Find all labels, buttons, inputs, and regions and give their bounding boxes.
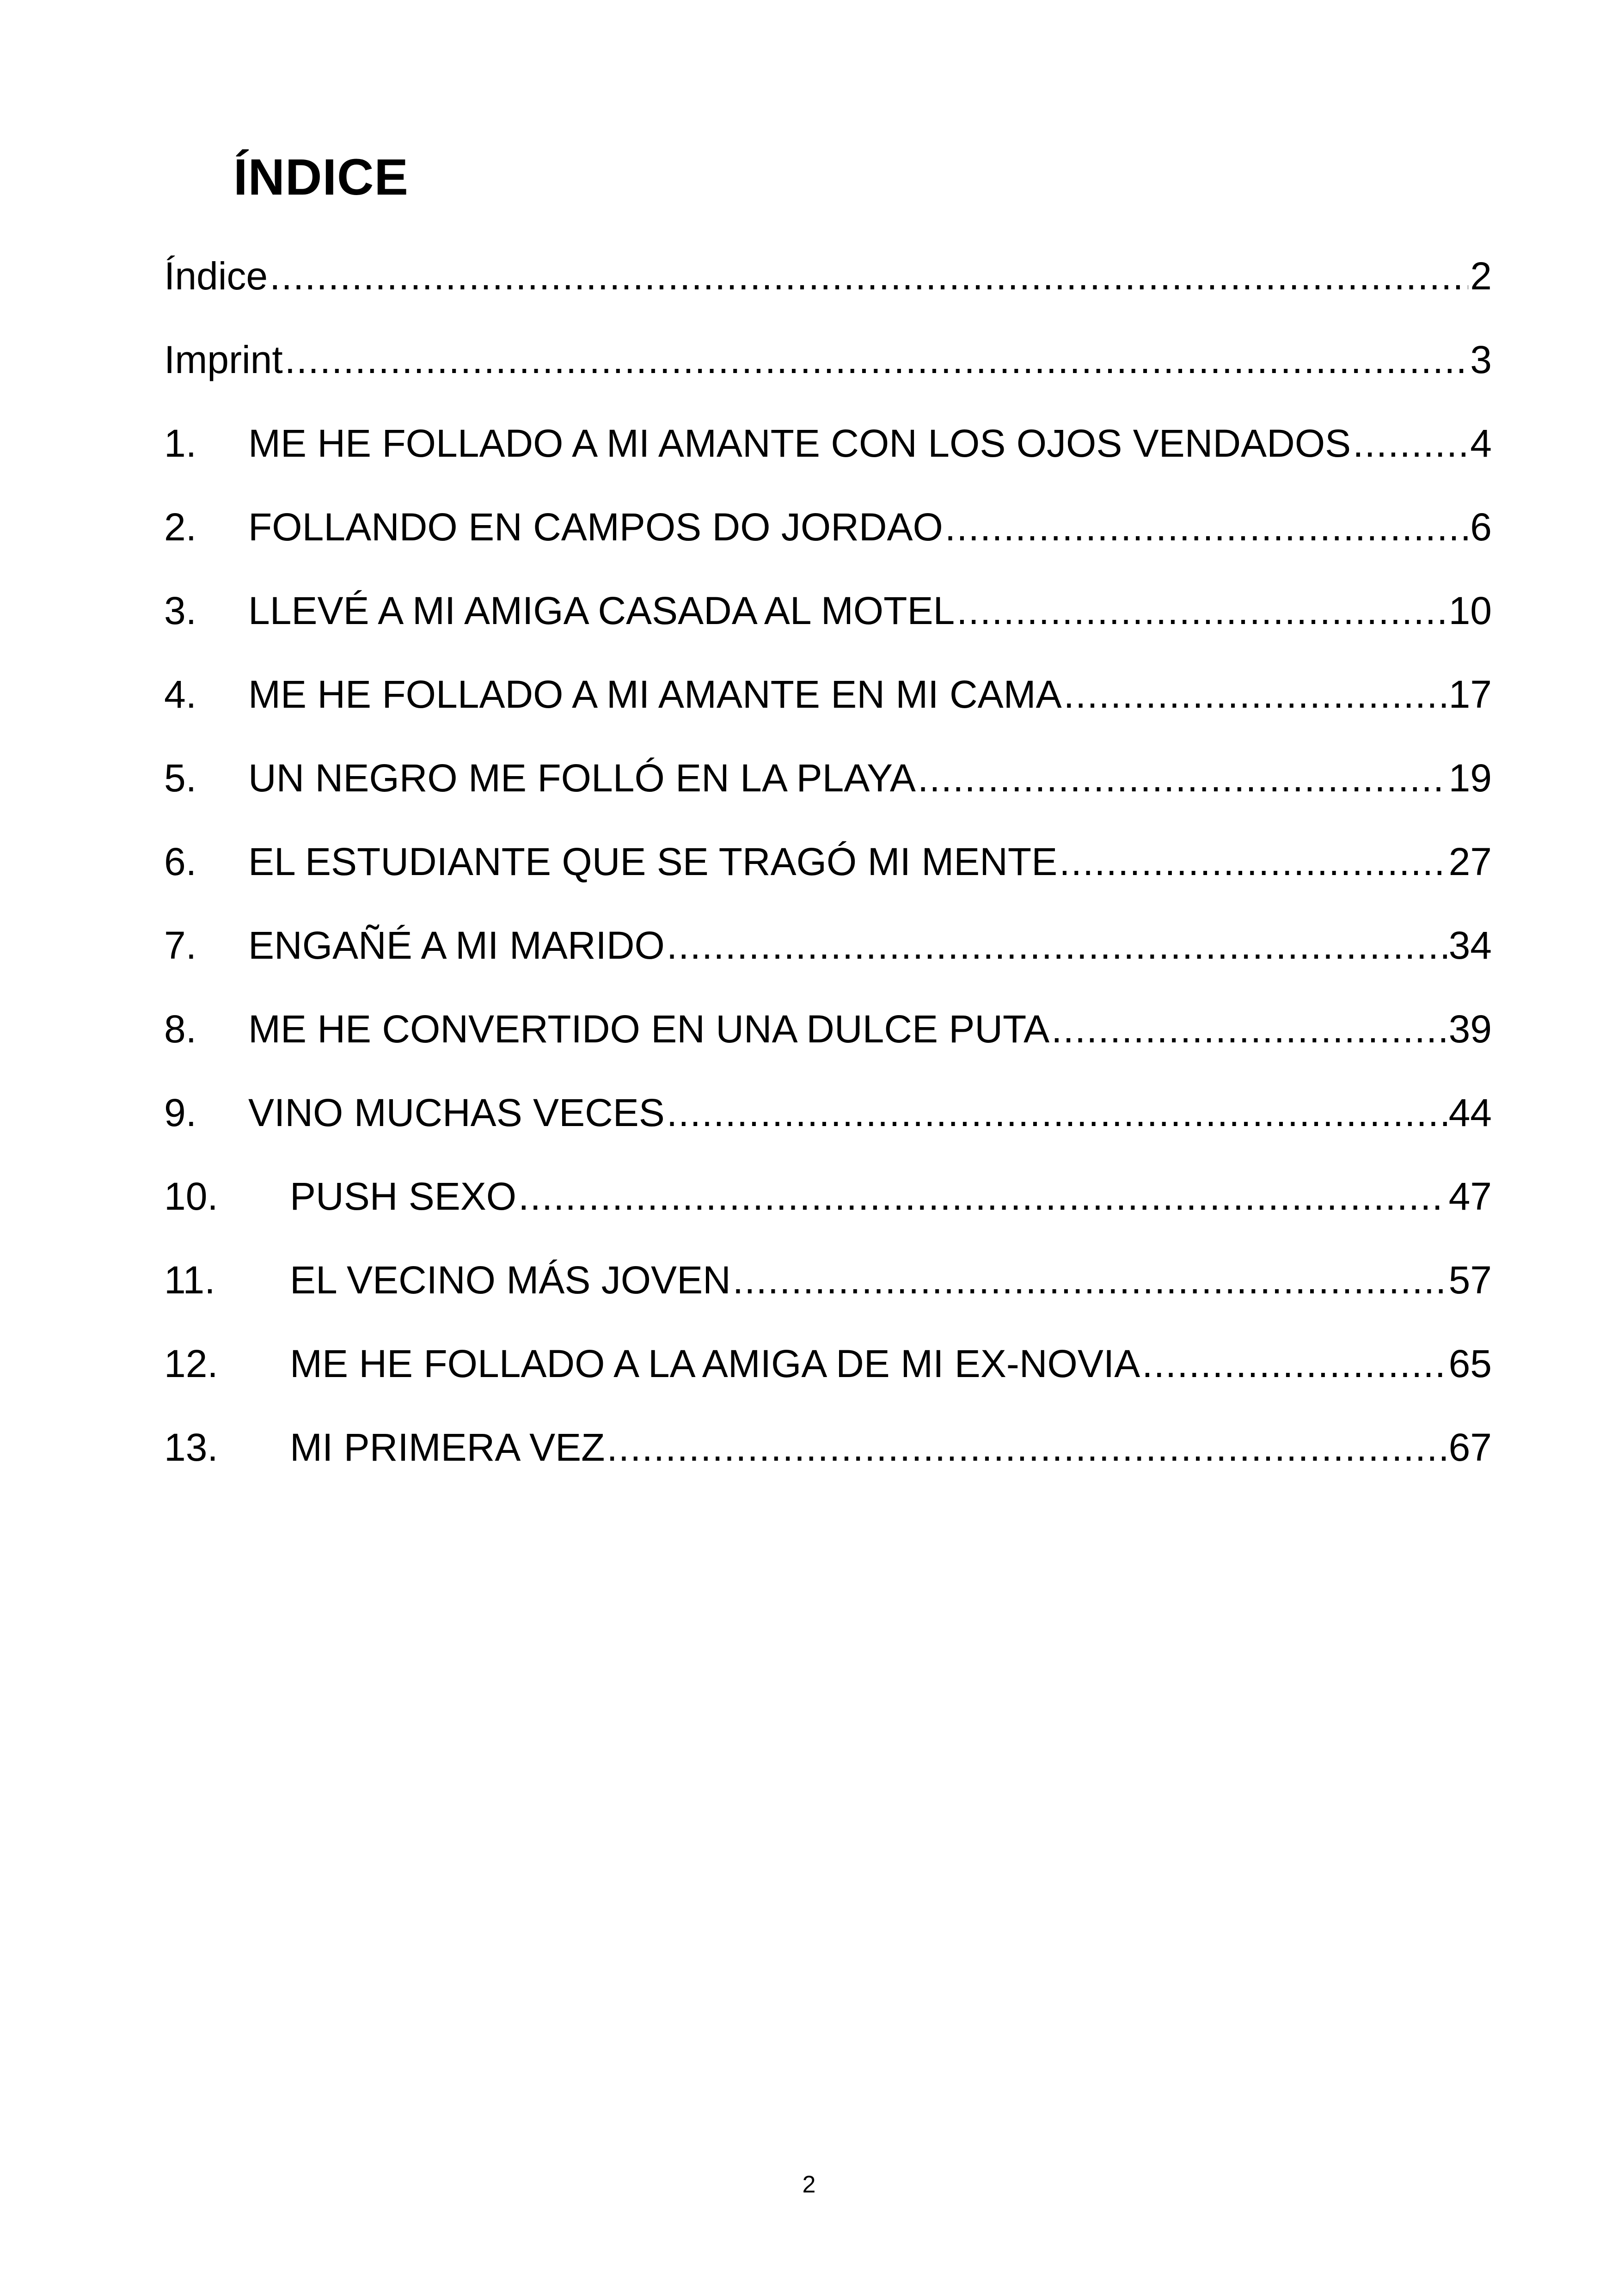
toc-entry[interactable] — [164, 756, 1492, 842]
toc-entry[interactable] — [164, 505, 1492, 591]
toc-entry[interactable] — [164, 1258, 1492, 1344]
table-of-contents — [164, 254, 1492, 1512]
toc-entry-title: ME HE FOLLADO A MI AMANTE CON LOS OJOS VENDADOS — [248, 422, 1351, 465]
toc-dot-leader — [270, 257, 1468, 295]
page-number: 2 — [802, 2171, 816, 2198]
toc-entry[interactable] — [164, 926, 1492, 1010]
toc-dot-leader — [1353, 424, 1468, 463]
toc-entry[interactable] — [164, 340, 1492, 424]
toc-entry-number: 5. — [164, 756, 197, 800]
toc-entry-number: 9. — [164, 1091, 197, 1134]
toc-entry[interactable] — [164, 591, 1492, 675]
toc-entry-number: 8. — [164, 1007, 197, 1051]
toc-entry[interactable] — [164, 1177, 1492, 1261]
toc-dot-leader — [607, 1428, 1446, 1467]
toc-entry-title: Imprint — [164, 338, 283, 381]
toc-entry-page-number: 47 — [1448, 1175, 1492, 1218]
toc-entry-title: FOLLANDO EN CAMPOS DO JORDAO — [248, 505, 943, 549]
toc-entry[interactable] — [164, 675, 1492, 759]
toc-entry-title: PUSH SEXO — [290, 1175, 517, 1218]
toc-dot-leader — [1051, 1010, 1446, 1048]
toc-entry-page-number: 34 — [1448, 924, 1492, 967]
toc-dot-leader — [518, 1177, 1446, 1216]
toc-entry-number: 10. — [164, 1175, 218, 1218]
toc-entry[interactable] — [164, 1007, 1492, 1093]
toc-entry-title: ENGAÑÉ A MI MARIDO — [248, 924, 665, 967]
toc-entry[interactable] — [164, 842, 1492, 926]
toc-entry-page-number: 67 — [1448, 1426, 1492, 1469]
toc-entry-title: ME HE FOLLADO A MI AMANTE EN MI CAMA — [248, 673, 1062, 716]
toc-entry[interactable] — [164, 1344, 1492, 1428]
toc-entry-number: 11. — [164, 1258, 215, 1302]
toc-entry-page-number: 10 — [1448, 589, 1492, 632]
toc-entry-number: 6. — [164, 840, 197, 883]
toc-dot-leader — [1142, 1344, 1446, 1383]
toc-entry-page-number: 57 — [1448, 1258, 1492, 1302]
toc-entry-title: ME HE CONVERTIDO EN UNA DULCE PUTA — [248, 1007, 1050, 1051]
toc-entry-page-number: 65 — [1448, 1342, 1492, 1385]
toc-entry-number: 1. — [164, 422, 197, 465]
toc-entry-number: 7. — [164, 924, 197, 967]
toc-entry-page-number: 4 — [1470, 422, 1492, 465]
toc-entry-number: 13. — [164, 1426, 218, 1469]
toc-entry[interactable] — [164, 254, 1492, 340]
toc-entry-page-number: 17 — [1448, 673, 1492, 716]
toc-dot-leader — [667, 1093, 1447, 1132]
toc-entry[interactable] — [164, 1093, 1492, 1177]
toc-dot-leader — [956, 591, 1446, 630]
toc-dot-leader — [1064, 675, 1447, 714]
toc-entry-number: 3. — [164, 589, 197, 632]
toc-entry[interactable] — [164, 424, 1492, 508]
toc-dot-leader — [733, 1261, 1447, 1299]
toc-entry-title: Índice — [164, 254, 268, 298]
toc-dot-leader — [285, 340, 1469, 379]
toc-entry-title: EL VECINO MÁS JOVEN — [290, 1258, 731, 1302]
toc-entry-page-number: 44 — [1448, 1091, 1492, 1134]
page-title: ÍNDICE — [233, 148, 409, 206]
toc-entry-page-number: 2 — [1470, 254, 1492, 298]
toc-entry-title: EL ESTUDIANTE QUE SE TRAGÓ MI MENTE — [248, 840, 1058, 883]
toc-entry-number: 4. — [164, 673, 197, 716]
toc-entry-page-number: 3 — [1470, 338, 1492, 381]
toc-entry-number: 2. — [164, 505, 197, 549]
toc-dot-leader — [945, 508, 1468, 546]
toc-entry-page-number: 19 — [1448, 756, 1492, 800]
toc-dot-leader — [1059, 842, 1446, 881]
toc-entry-page-number: 39 — [1448, 1007, 1492, 1051]
toc-entry-title: ME HE FOLLADO A LA AMIGA DE MI EX-NOVIA — [290, 1342, 1140, 1385]
toc-dot-leader — [918, 759, 1447, 797]
toc-entry-number: 12. — [164, 1342, 218, 1385]
toc-entry-page-number: 6 — [1470, 505, 1492, 549]
toc-entry-title: UN NEGRO ME FOLLÓ EN LA PLAYA — [248, 756, 916, 800]
toc-entry-title: MI PRIMERA VEZ — [290, 1426, 605, 1469]
toc-entry[interactable] — [164, 1428, 1492, 1512]
toc-dot-leader — [667, 926, 1447, 965]
toc-entry-page-number: 27 — [1448, 840, 1492, 883]
toc-entry-title: VINO MUCHAS VECES — [248, 1091, 665, 1134]
toc-entry-title: LLEVÉ A MI AMIGA CASADA AL MOTEL — [248, 589, 955, 632]
